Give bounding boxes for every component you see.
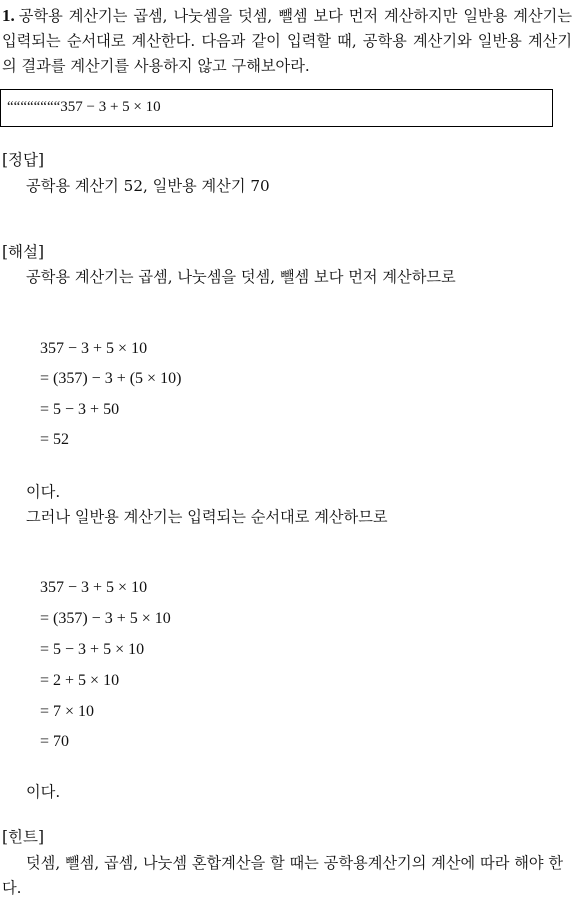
scientific-step-1: 357 − 3 + 5 × 10 [40, 340, 148, 357]
answer-heading: [정답] [2, 151, 45, 169]
question-number: 1. [2, 6, 15, 25]
explanation-closing-1: 이다. [26, 483, 61, 501]
general-step-3: = 5 − 3 + 5 × 10 [40, 641, 145, 658]
general-step-5: = 7 × 10 [40, 703, 95, 720]
question [2, 3, 572, 79]
explanation-intro-general: 그러나 일반용 계산기는 입력되는 순서대로 계산하므로 [26, 508, 388, 526]
input-expression: ““““““““357 − 3 + 5 × 10 [7, 99, 161, 115]
scientific-step-4: = 52 [40, 431, 70, 448]
scientific-step-2: = (357) − 3 + (5 × 10) [40, 370, 182, 387]
explanation-intro-scientific: 공학용 계산기는 곱셈, 나눗셈을 덧셈, 뺄셈 보다 먼저 계산하므로 [26, 268, 456, 286]
hint-heading: [힌트] [2, 828, 45, 846]
general-step-2: = (357) − 3 + 5 × 10 [40, 610, 171, 627]
answer-text: 공학용 계산기 52, 일반용 계산기 70 [26, 177, 270, 195]
general-step-6: = 70 [40, 733, 70, 750]
general-step-4: = 2 + 5 × 10 [40, 672, 120, 689]
explanation-heading: [해설] [2, 243, 45, 261]
question-text: 공학용 계산기는 곱셈, 나눗셈을 덧셈, 뺄셈 보다 먼저 계산하지만 일반용 계산기는 입력되는 순서대로 계산한다. 다음과 같이 입력할 때, 공학용 계산기와 일반용 계산기의 결과를 계산기를 사용하지 않고 구해보아라. [2, 7, 572, 75]
hint-text: 덧셈, 뺄셈, 곱셈, 나눗셈 혼합계산을 할 때는 공학용계산기의 계산에 따라 해야 한다. [2, 854, 564, 897]
scientific-step-3: = 5 − 3 + 50 [40, 401, 120, 418]
input-box [0, 89, 553, 127]
explanation-closing-2: 이다. [26, 783, 61, 801]
general-step-1: 357 − 3 + 5 × 10 [40, 579, 148, 596]
